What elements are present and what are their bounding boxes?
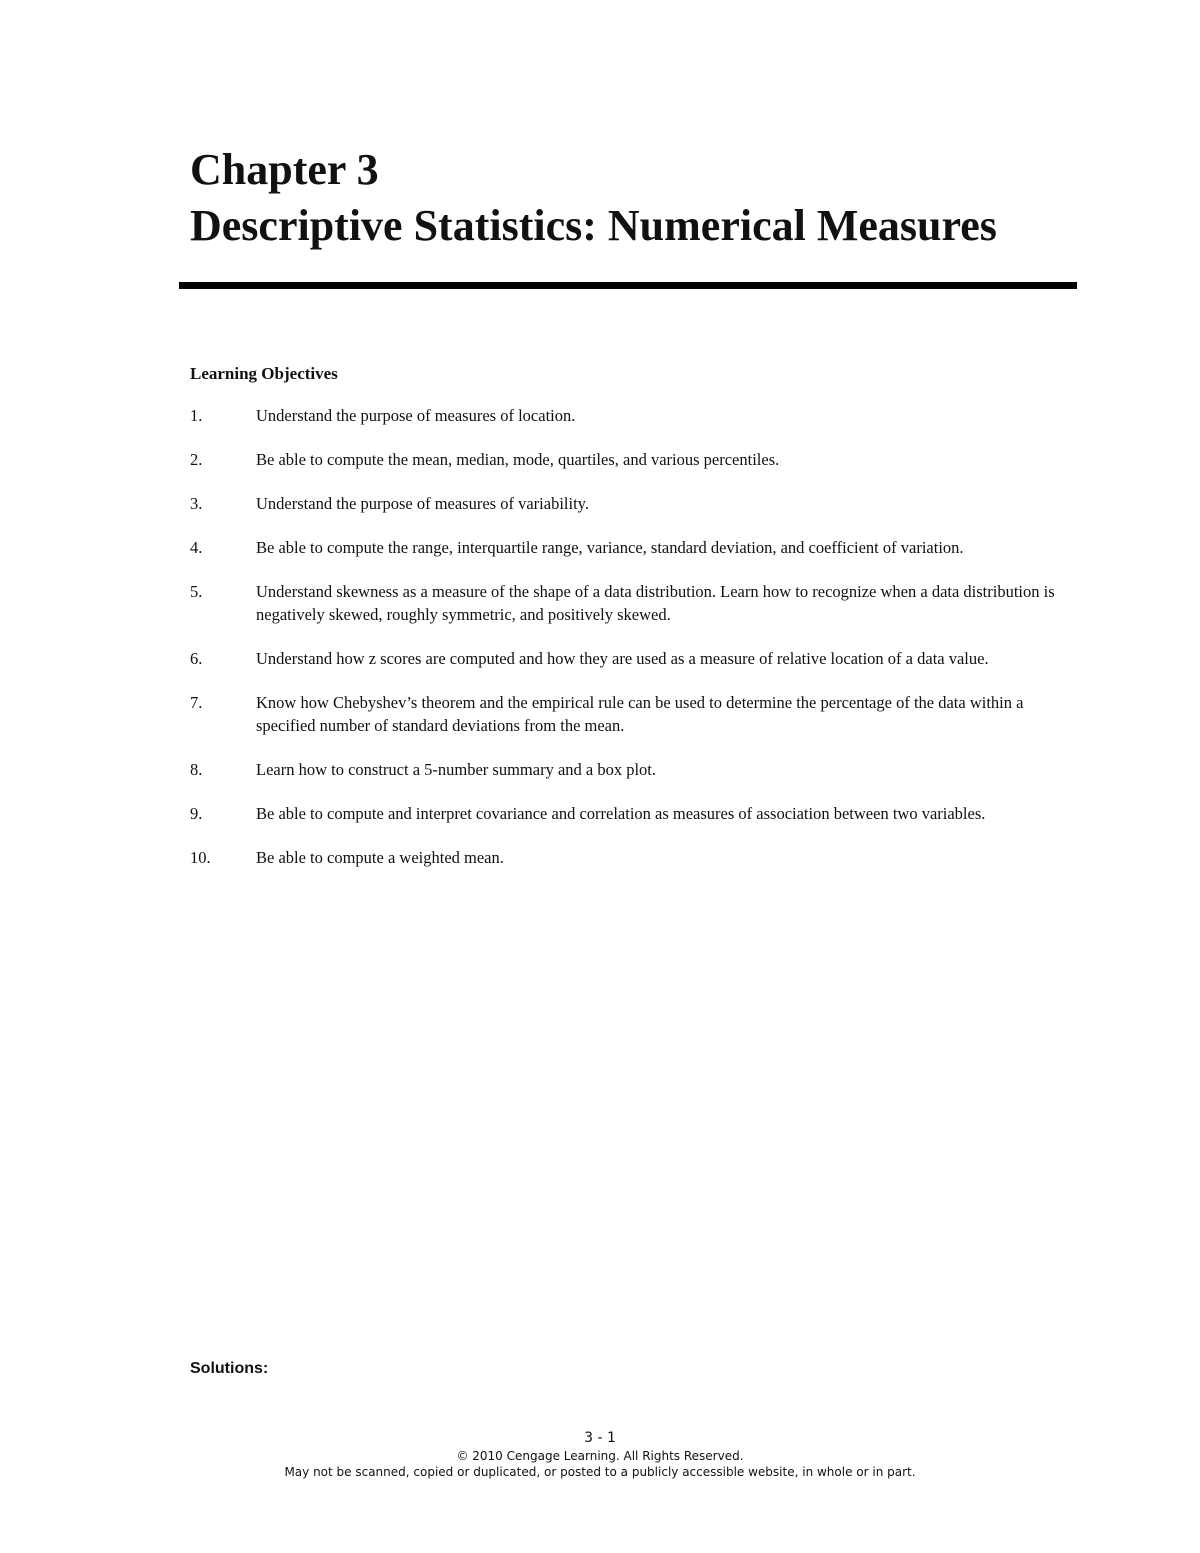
page-number: 3 - 1	[584, 1430, 616, 1446]
objective-item	[190, 492, 1060, 515]
objective-text: Be able to compute the range, interquartile range, variance, standard deviation, and coefficient of variation.	[256, 538, 964, 557]
objective-item	[190, 758, 1060, 781]
chapter-title: Descriptive Statistics: Numerical Measures	[190, 201, 997, 250]
usage-notice: May not be scanned, copied or duplicated, or posted to a publicly accessible website, in whole or in part.	[284, 1465, 916, 1479]
chapter-heading	[190, 142, 997, 254]
objective-text: Understand the purpose of measures of location.	[256, 406, 576, 425]
objective-text: Be able to compute a weighted mean.	[256, 848, 504, 867]
objective-text: Understand the purpose of measures of variability.	[256, 494, 589, 513]
objective-number: 4.	[190, 538, 203, 557]
objective-number: 10.	[190, 848, 211, 867]
objective-number: 3.	[190, 494, 203, 513]
chapter-label: Chapter 3	[190, 145, 379, 194]
objective-item	[190, 802, 1060, 825]
objective-item	[190, 691, 1060, 737]
objective-number: 8.	[190, 760, 203, 779]
objective-item	[190, 846, 1060, 869]
objective-text: Understand how z scores are computed and how they are used as a measure of relative location of a data value.	[256, 649, 989, 668]
objective-number: 2.	[190, 450, 203, 469]
objective-text: Understand skewness as a measure of the shape of a data distribution. Learn how to recognize when a data distribution is negatively skewed, roughly symmetric, and positively skewed.	[256, 582, 1055, 624]
page-footer	[0, 1428, 1200, 1480]
objective-item	[190, 536, 1060, 559]
solutions-label: Solutions:	[190, 1360, 269, 1377]
objective-number: 9.	[190, 804, 203, 823]
objective-number: 1.	[190, 406, 203, 425]
objective-item	[190, 448, 1060, 471]
objective-text: Know how Chebyshev’s theorem and the empirical rule can be used to determine the percentage of the data within a specified number of standard deviations from the mean.	[256, 693, 1024, 735]
objective-item	[190, 404, 1060, 427]
objective-item	[190, 580, 1060, 626]
learning-objectives-list	[190, 404, 1060, 890]
objective-text: Be able to compute the mean, median, mode, quartiles, and various percentiles.	[256, 450, 780, 469]
objective-item	[190, 647, 1060, 670]
objective-text: Learn how to construct a 5-number summary and a box plot.	[256, 760, 657, 779]
objective-number: 7.	[190, 693, 203, 712]
copyright-line: © 2010 Cengage Learning. All Rights Reserved.	[456, 1449, 744, 1463]
objective-text: Be able to compute and interpret covariance and correlation as measures of association between two variables.	[256, 804, 986, 823]
title-divider-rule	[179, 282, 1077, 289]
objective-number: 6.	[190, 649, 203, 668]
learning-objectives-heading: Learning Objectives	[190, 364, 338, 383]
objective-number: 5.	[190, 582, 203, 601]
